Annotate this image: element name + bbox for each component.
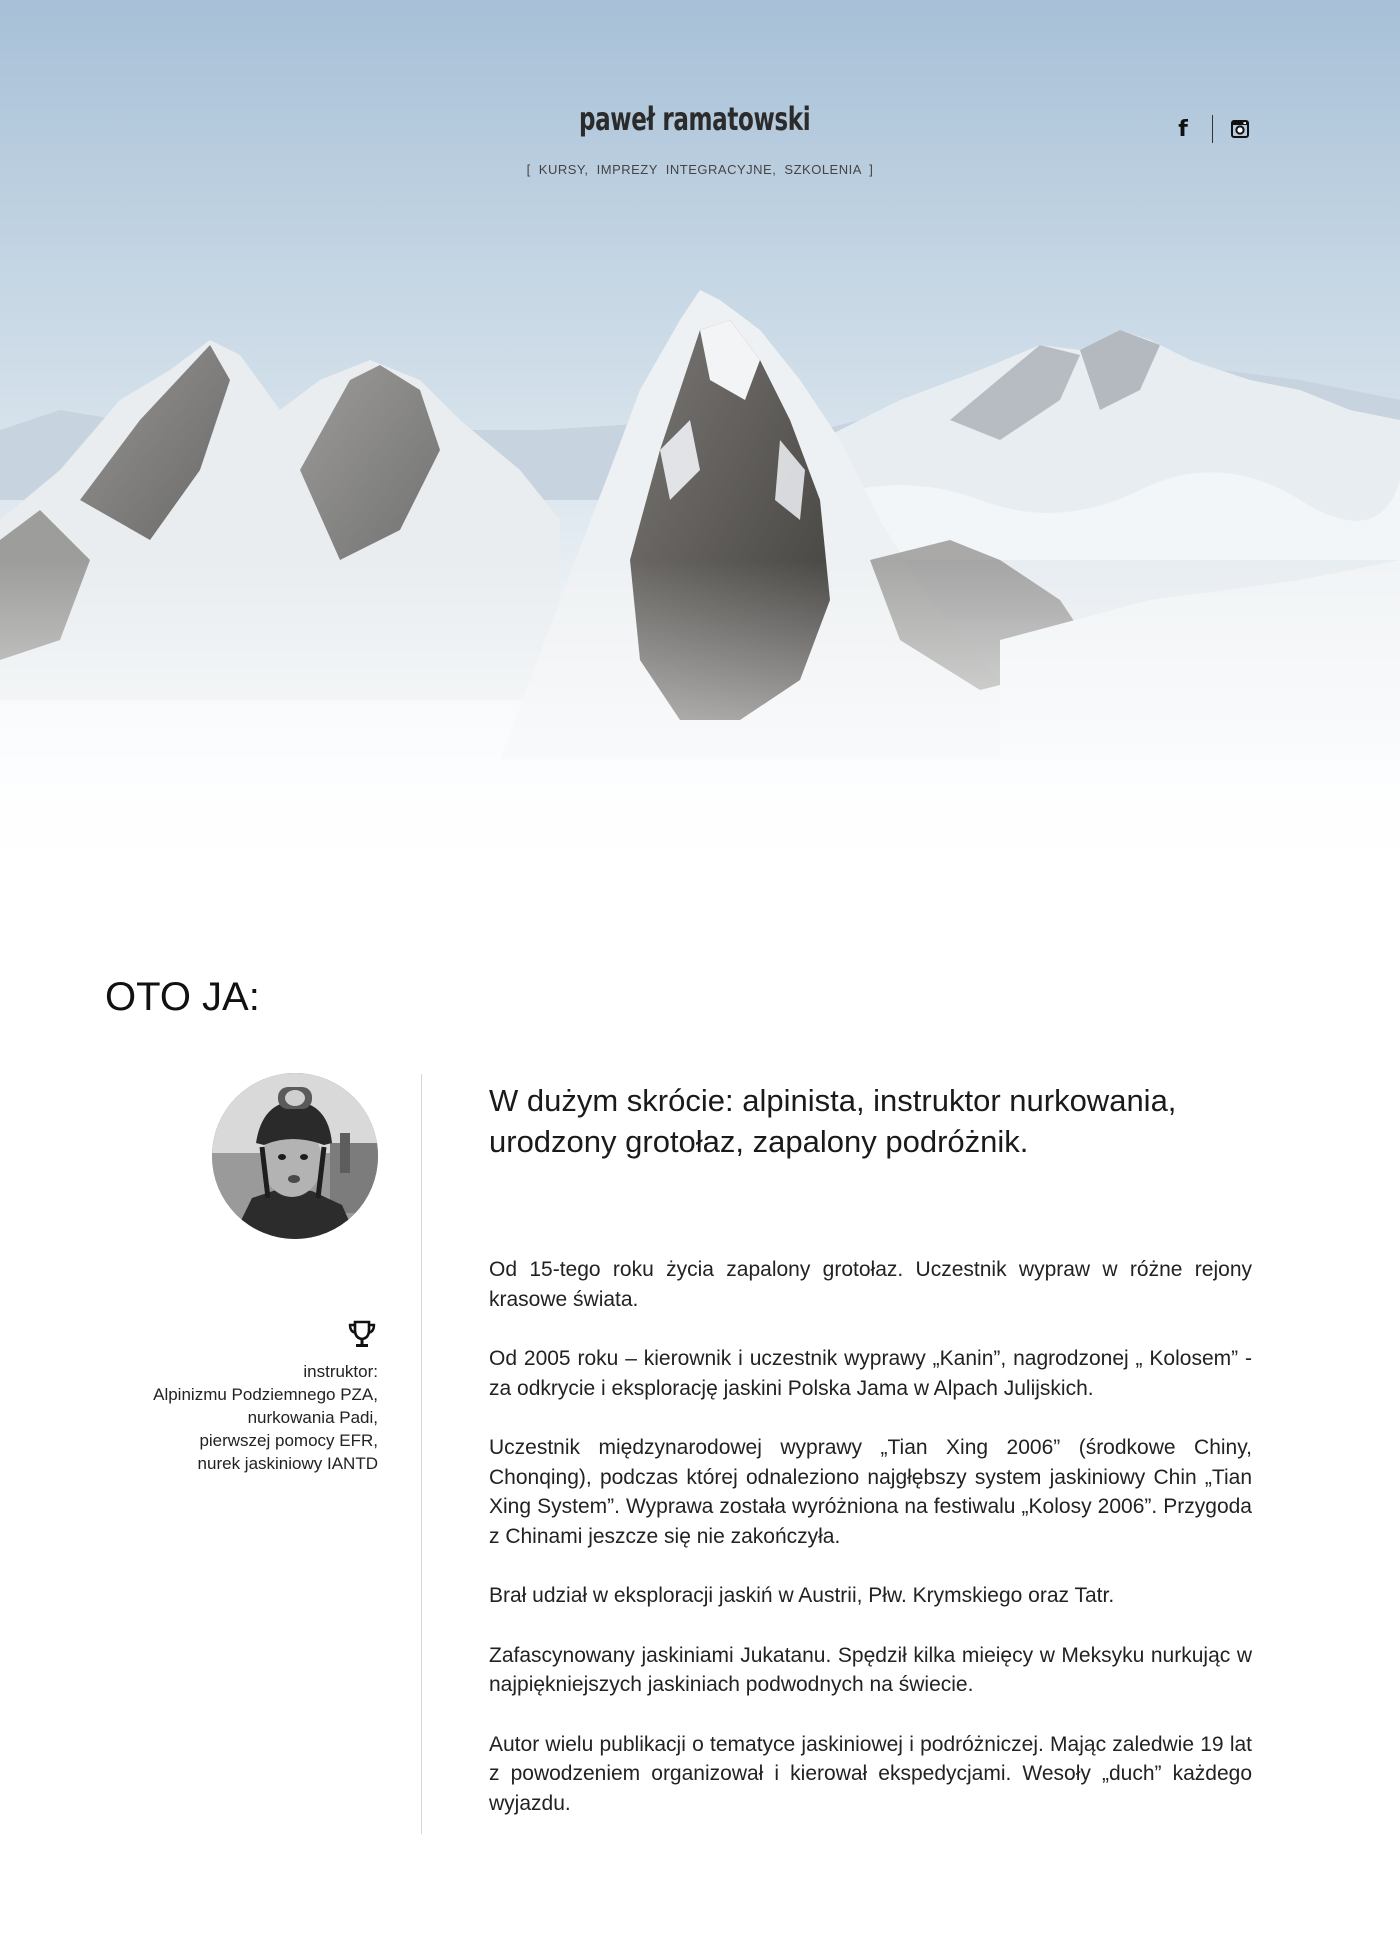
trophy-icon: [346, 1318, 378, 1350]
lead-text: W dużym skrócie: alpinista, instruktor nurkowania, urodzony grotołaz, zapalony podróżnik.: [489, 1083, 1177, 1159]
bio-paragraph: Uczestnik międzynarodowej wyprawy „Tian Xing 2006” (środkowe Chiny, Chonqing), podczas której odnaleziono najgłębszy system jaskiniowy Chin „Tian Xing System”. Wyprawa została wyróżniona na festiwalu „Kolosy 2006”. Przygoda z Chinami jeszcze się nie zakończyła.: [489, 1436, 1252, 1548]
facebook-icon[interactable]: f: [1178, 116, 1188, 142]
column-divider: [421, 1074, 422, 1834]
qualification-item: pierwszej pomocy EFR,: [199, 1431, 378, 1450]
bio-paragraph: Autor wielu publikacji o tematyce jaskiniowej i podróżniczej. Mając zaledwie 19 lat z powodzeniem organizował i kierował ekspedycjami. Wesoły „duch” każdego wyjazdu.: [489, 1732, 1252, 1815]
qualifications-list: [153, 1360, 378, 1475]
bio-paragraph: Zafascynowany jaskiniami Jukatanu. Spędził kilka mieięcy w Meksyku nurkując w najpiękniejszych jaskiniach podwodnych na świecie.: [489, 1643, 1252, 1696]
bio-paragraph: Od 2005 roku – kierownik i uczestnik wyprawy „Kanin”, nagrodzonej „ Kolosem” - za odkrycie i eksplorację jaskini Polska Jama w Alpach Julijskich.: [489, 1347, 1252, 1400]
avatar: [212, 1073, 378, 1239]
instagram-icon[interactable]: [1231, 120, 1249, 138]
bio-paragraph: Od 15-tego roku życia zapalony grotołaz. Uczestnik wypraw w różne rejony krasowe świata.: [489, 1258, 1252, 1311]
profile-photo: [212, 1073, 378, 1239]
social-divider: [1212, 115, 1213, 143]
qualification-item: nurek jaskiniowy IANTD: [197, 1454, 378, 1473]
bio-paragraph: Brał udział w eksploracji jaskiń w Austrii, Płw. Krymskiego oraz Tatr.: [489, 1584, 1115, 1607]
qualification-item: Alpinizmu Podziemnego PZA,: [153, 1385, 378, 1404]
qualification-item: instruktor:: [303, 1362, 378, 1381]
social-links: [1174, 114, 1249, 144]
biography: [489, 1255, 1252, 1848]
site-title[interactable]: paweł ramatowski: [579, 100, 811, 138]
site-tagline: [ KURSY, IMPREZY INTEGRACYJNE, SZKOLENIA ]: [526, 162, 874, 177]
hero-banner: [0, 0, 1400, 900]
qualification-item: nurkowania Padi,: [247, 1408, 378, 1427]
section-heading: OTO JA:: [105, 974, 260, 1019]
